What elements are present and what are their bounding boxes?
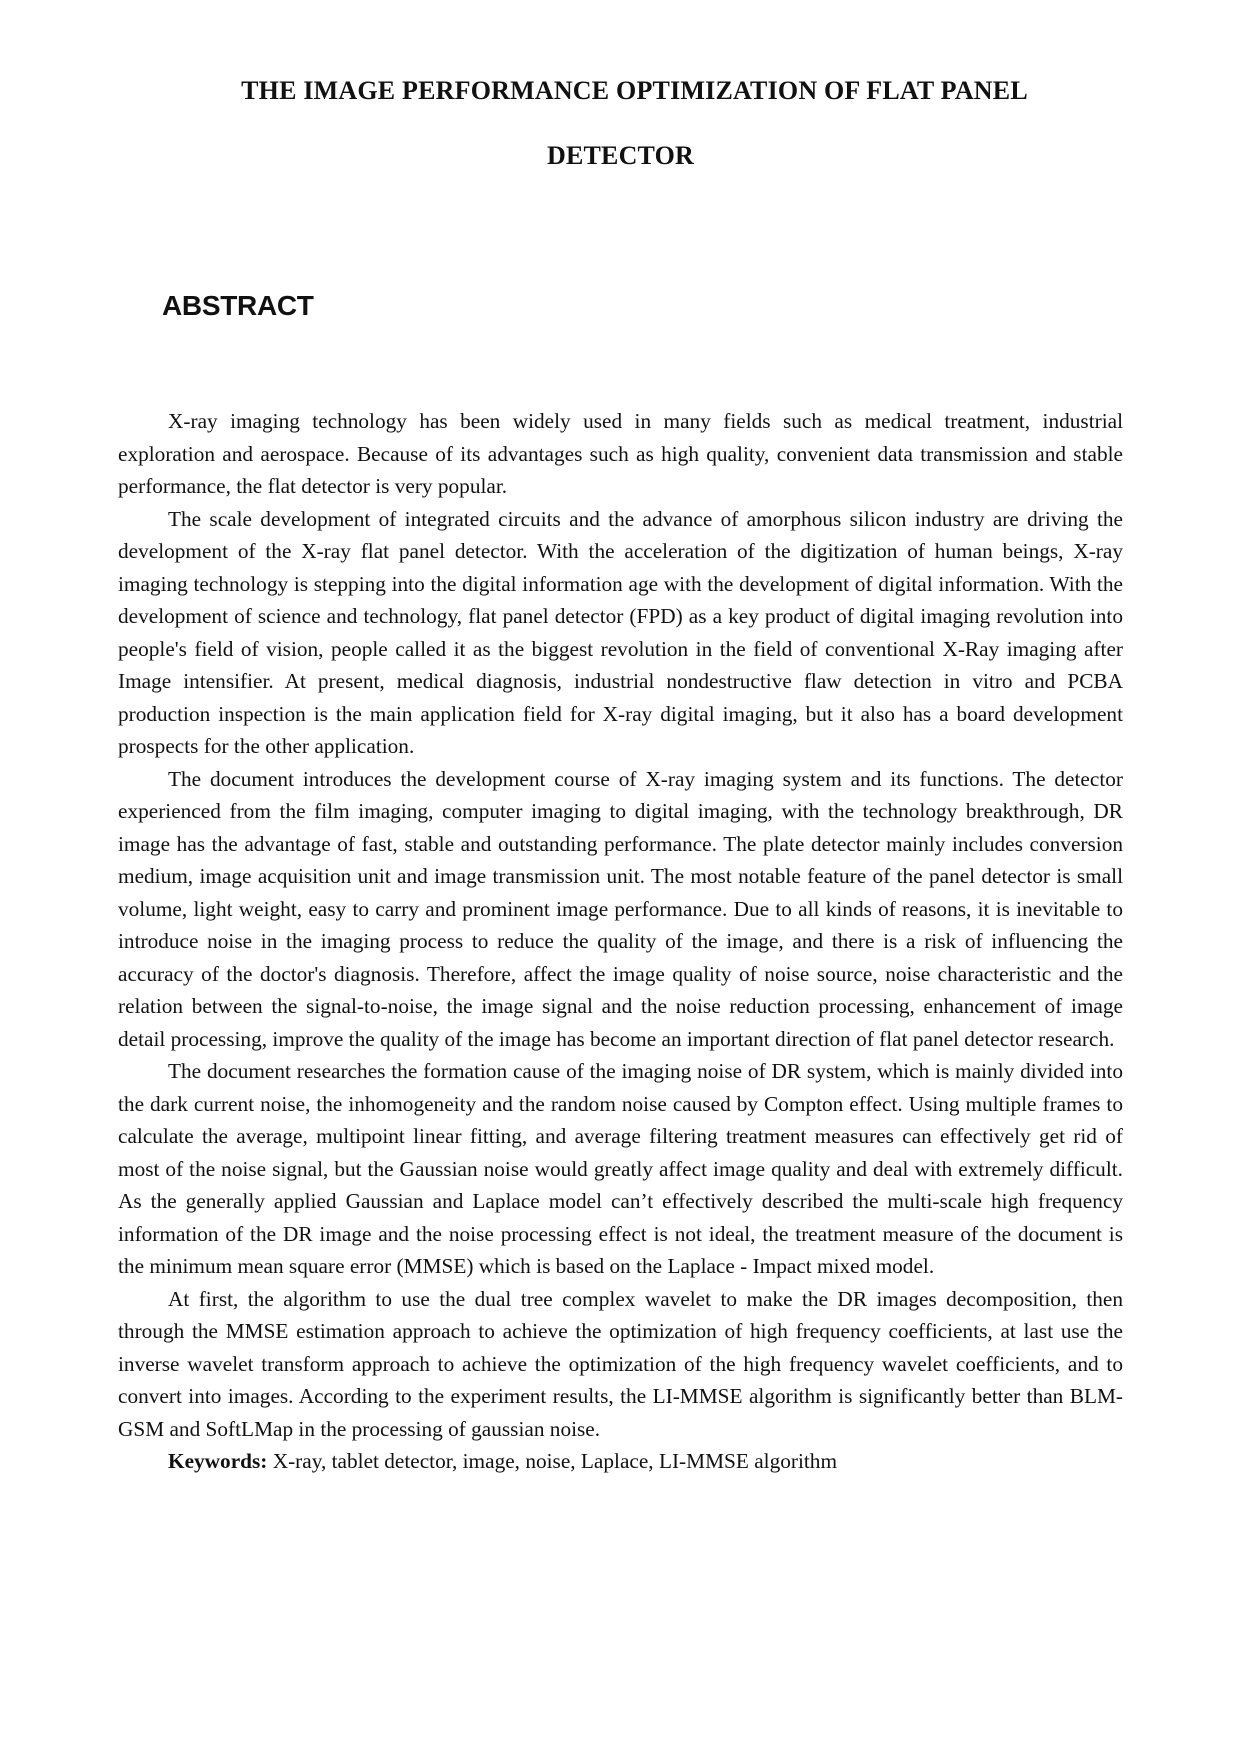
abstract-heading: ABSTRACT <box>162 290 314 321</box>
abstract-body <box>118 405 1123 1478</box>
keywords-label: Keywords: <box>168 1449 268 1473</box>
abstract-paragraph-5: At first, the algorithm to use the dual tree complex wavelet to make the DR images decomposition, then through the MMSE estimation approach to achieve the optimization of high frequency coefficients, at last use the inverse wavelet transform approach to achieve the optimization of the high frequency wavelet coefficients, and to convert into images. According to the experiment results, the LI-MMSE algorithm is significantly better than BLM-GSM and SoftLMap in the processing of gaussian noise. <box>118 1286 1123 1441</box>
abstract-paragraph-1: X-ray imaging technology has been widely used in many fields such as medical treatment, industrial exploration and aerospace. Because of its advantages such as high quality, convenient data transmission and stable performance, the flat detector is very popular. <box>118 409 1123 498</box>
abstract-paragraph-2: The scale development of integrated circuits and the advance of amorphous silicon industry are driving the development of the X-ray flat panel detector. With the acceleration of the digitization of human beings, X-ray imaging technology is stepping into the digital information age with the development of digital information. With the development of science and technology, flat panel detector (FPD) as a key product of digital imaging revolution into people's field of vision, people called it as the biggest revolution in the field of conventional X-Ray imaging after Image intensifier. At present, medical diagnosis, industrial nondestructive flaw detection in vitro and PCBA production inspection is the main application field for X-ray digital imaging, but it also has a board development prospects for the other application. <box>118 506 1123 758</box>
abstract-paragraph-4: The document researches the formation cause of the imaging noise of DR system, which is mainly divided into the dark current noise, the inhomogeneity and the random noise caused by Compton effect. Using multiple frames to calculate the average, multipoint linear fitting, and average filtering treatment measures can effectively get rid of most of the noise signal, but the Gaussian noise would greatly affect image quality and deal with extremely difficult. As the generally applied Gaussian and Laplace model can’t effectively described the multi-scale high frequency information of the DR image and the noise processing effect is not ideal, the treatment measure of the document is the minimum mean square error (MMSE) which is based on the Laplace - Impact mixed model. <box>118 1059 1123 1278</box>
paper-title-line-2: DETECTOR <box>546 141 695 170</box>
paper-title-line-1: THE IMAGE PERFORMANCE OPTIMIZATION OF FLAT PANEL <box>241 76 1028 105</box>
keywords-list: X-ray, tablet detector, image, noise, Laplace, LI-MMSE algorithm <box>267 1449 838 1473</box>
abstract-paragraph-3: The document introduces the development course of X-ray imaging system and its functions. The detector experienced from the film imaging, computer imaging to digital imaging, with the technology breakthrough, DR image has the advantage of fast, stable and outstanding performance. The plate detector mainly includes conversion medium, image acquisition unit and image transmission unit. The most notable feature of the panel detector is small volume, light weight, easy to carry and prominent image performance. Due to all kinds of reasons, it is inevitable to introduce noise in the imaging process to reduce the quality of the image, and there is a risk of influencing the accuracy of the doctor's diagnosis. Therefore, affect the image quality of noise source, noise characteristic and the relation between the signal-to-noise, the image signal and the noise reduction processing, enhancement of image detail processing, improve the quality of the image has become an important direction of flat panel detector research. <box>118 766 1123 1051</box>
keywords-line <box>118 1445 1123 1478</box>
